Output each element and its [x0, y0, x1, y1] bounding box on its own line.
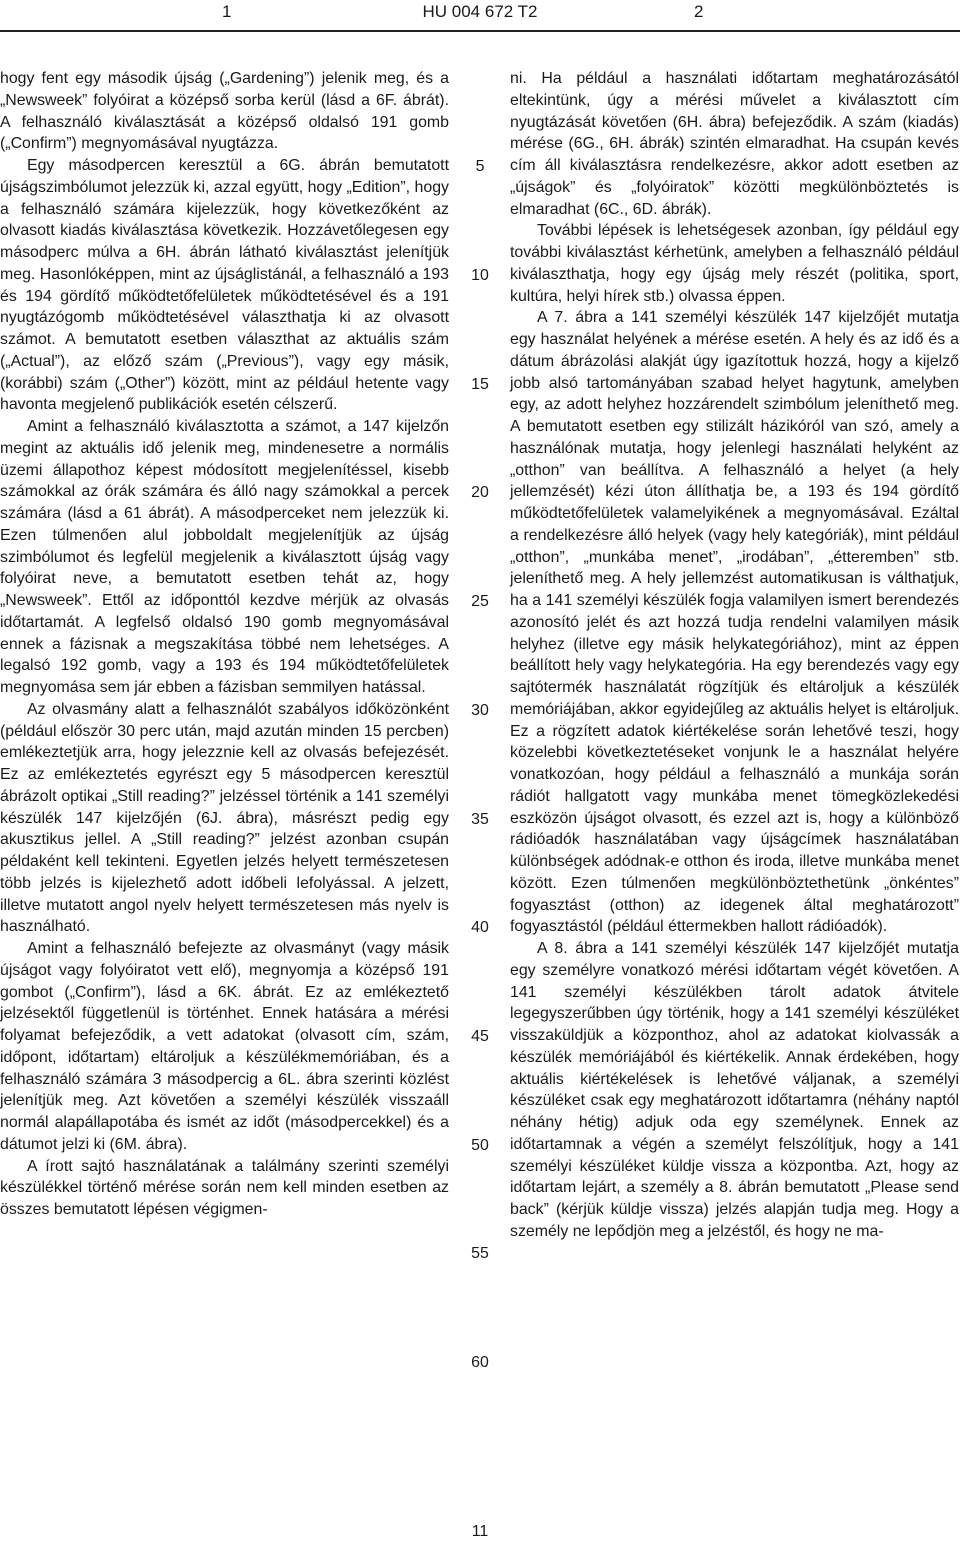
left-column — [0, 68, 449, 1221]
paragraph: Egy másodpercen keresztül a 6G. ábrán bemutatott újságszimbólumot jelezzük ki, azzal együtt, hogy „Edition”, hogy a felhasználó számára kijelezzük, hogy következőként az olvasott kiadás kiválasztása következik. Hozzávetőlegesen egy másodperc múlva a 6H. ábrán látható kiválasztást jelenítjük meg. Hasonlóképpen, mint az újságlistánál, a felhasználó a 193 és 194 gördítő működtetőfelületek működtetésével és a 191 nyugtázógomb működtetésével választhatja ki az olvasott számot. A bemutatott esetben választhat az aktuális szám („Actual”), az előző szám („Previous”), vagy egy másik, (korábbi) szám („Other”) között, mint az például hetente vagy havonta megjelenő publikációk esetén célszerű. — [0, 157, 449, 414]
paragraph: hogy fent egy második újság („Gardening”) jelenik meg, és a „Newsweek” folyóirat a középső sorba kerül (lásd a 6F. ábrát). A felhasználó kiválasztását a középső oldalsó 191 gomb („Confirm”) megnyomásával nyugtázza. — [0, 70, 449, 153]
line-number: 15 — [471, 376, 489, 393]
line-number: 40 — [471, 919, 489, 936]
line-number: 5 — [475, 158, 485, 175]
line-number: 30 — [471, 702, 489, 719]
header-left-page-number: 1 — [222, 2, 232, 21]
paragraph: A írott sajtó használatának a találmány szerinti személyi készülékkel történő mérése során nem kell minden esetben az összes bemutatott lépésen végigmen- — [0, 1157, 449, 1218]
line-number: 45 — [471, 1028, 489, 1045]
paragraph: A 8. ábra a 141 személyi készülék 147 kijelzőjét mutatja egy személyre vonatkozó mérési időtartam végét követően. A 141 személyi készülékben tárolt adatok átvitele legegyszerűbben úgy történik, hogy a 141 személyi készüléket visszaküldjük a központhoz, ahol az adatokat kiolvassák a készülék memóriájából és kiértékelik. Annak érdekében, hogy aktuális kiértékelések is lehetővé váljanak, a személyi készüléket csak egy meghatározott időtartamra (néhány naptól néhány hétig) adjuk oda egy személynek. Ennek az időtartamnak a végén a személyt felszólítjuk, hogy a 141 személyi készüléket küldje vissza a központba. Azt, hogy az időtartam lejárt, a személy a 8. ábrán bemutatott „Please send back” (kérjük küldje vissza) jelzés alapján tudja meg. Hogy a személy ne lepődjön meg a jelzéstől, és hogy ne ma- — [510, 940, 959, 1240]
header-rule — [0, 30, 960, 32]
line-number: 50 — [471, 1137, 489, 1154]
right-column — [510, 68, 959, 1243]
paragraph: ni. Ha például a használati időtartam meghatározásától eltekintünk, úgy a mérési művelet a kiválasztott cím nyugtázását követően (6H. ábra) befejeződik. A szám (kiadás) mérése (6G., 6H. ábrák) szintén elmaradhat. Ha csupán kevés cím áll kiválasztásra rendelkezésre, akkor adott esetben az „újságok” és „folyóiratok” közötti megkülönböztetés is elmaradhat (6C., 6D. ábrák). — [510, 70, 959, 218]
page-number: 11 — [471, 1523, 489, 1540]
line-number: 20 — [471, 484, 489, 501]
page-header — [0, 0, 960, 32]
line-number: 35 — [471, 811, 489, 828]
line-number: 60 — [471, 1354, 489, 1371]
line-number: 25 — [471, 593, 489, 610]
header-right-page-number: 2 — [694, 2, 704, 21]
paragraph: További lépések is lehetségesek azonban, így például egy további kiválasztást kérhetünk, amelyben a felhasználó például kiválaszthatja, hogy egy újság mely részét (politika, sport, kultúra, helyi hírek stb.) olvassa éppen. — [510, 222, 959, 305]
paragraph: Az olvasmány alatt a felhasználót szabályos időközönként (például először 30 perc után, majd azután minden 15 percben) emlékeztetjük arra, hogy jelezznie kell az olvasás befejezését. Ez az emlékeztetés egyrészt egy 5 másodpercen keresztül ábrázolt optikai „Still reading?” jelzéssel történik a 141 személyi készülék 147 kijelzőjén (6J. ábra), másrészt pedig egy akusztikus jellel. A „Still reading?” jelzést azonban csupán példaként kell tekinteni. Egyetlen jelzés helyett természetesen több jelzés is kijelezhető adott időbeli lefolyással. A jelzett, illetve mutatott angol nyelv helyett természetesen más nyelv is használható. — [0, 700, 449, 936]
line-number: 55 — [471, 1245, 489, 1262]
paragraph: Amint a felhasználó kiválasztotta a számot, a 147 kijelzőn megint az aktuális idő jelenik meg, mindenesetre a normális üzemi állapothoz képest módosított megjelenítéssel, kisebb számokkal az órák számára és álló nagy számokkal a percek számára (lásd a 61 ábrát). A másodperceket nem jelezzük ki. Ezen túlmenően alul jobboldalt megjelenítjük az újság szimbólumot és legfelül megjelenik a kiválasztott újság vagy folyóirat neve, a bemutatott esetben tehát az, hogy „Newsweek”. Ettől az időponttól kezdve mérjük az olvasás időtartamát. A legfelső oldalsó 190 gomb megnyomásával ennek a fázisnak a megszakítása többé nem lehetséges. A legalsó 192 gomb, vagy a 193 és 194 működtetőfelületek megnyomása sem jár ebben a fázisban semmilyen hatással. — [0, 418, 449, 696]
paragraph: Amint a felhasználó befejezte az olvasmányt (vagy másik újságot vagy folyóiratot vett elő), megnyomja a középső 191 gombot („Confirm”), lásd a 6K. ábrát. Ez az emlékeztető jelzésektől függetlenül is történhet. Ennek hatására a mérési folyamat befejeződik, a vett adatokat (olvasott cím, szám, időpont, időtartam) eltároljuk a készülékmemóriában, és a felhasználó számára 3 másodpercig a 6L. ábra szerinti közlést jelenítjük meg. Azt követően a személyi készülék visszaáll normál alapállapotába és ismét az időt (másodpercekkel) és a dátumot jelzi ki (6M. ábra). — [0, 940, 449, 1153]
line-number: 10 — [471, 267, 489, 284]
paragraph: A 7. ábra a 141 személyi készülék 147 kijelzőjét mutatja egy használat helyének a mérése esetén. A hely és az idő és a dátum ábrázolási alakját úgy igazítottuk hozzá, hogy a kijelző jobb alsó tartományában szabad helyet hagytunk, amelyben egy, az adott helyhez hozzárendelt szimbólum jeleníthető meg. A bemutatott esetben egy stilizált házikóról van szó, amely a használónak mutatja, hogy jelenlegi használati helyként az „otthon” van beállítva. A felhasználó a helyet (a hely jellemzését) kézi úton állíthatja be, a 193 és 194 gördítő működtetőfelületek valamelyikének a megnyomásával. Ezáltal a rendelkezésre álló helyek (vagy hely kategóriák), mint például „otthon”, „munkába menet”, „irodában”, „étteremben” stb. jeleníthető meg. A hely jellemzést automatikusan is válthatjuk, ha a 141 személyi készülék fogja valamilyen ismert berendezés azonosító jelét és azt hozzá tudja rendelni valamilyen másik helyhez (illetve egy másik helykategóriához), mint az éppen beállított hely vagy helykategória. Ha egy berendezés vagy egy sajtótermék használatát rögzítjük és eltároljuk a készülék memóriájában, akkor egyidejűleg az aktuális helyet is eltároljuk. Ez a rögzített adatok kiértékelése során lehetővé teszi, hogy közelebbi következtetéseket vonjunk le a használat helyére vonatkozóan, hogy például a felhasználó a munkája során rádiót hallgatott vagy munkába menet tömegközlekedési eszközön újságot olvasott, és ezzel azt is, hogy a különböző rádióadók használatában vagy újságcímek használatában különbségek adódnak-e otthon és iroda, illetve munkába menet között. Ezen túlmenően megkülönböztethetünk „önkéntes” fogyasztást (otthon) az idegenek által meghatározott” fogyasztástól (például éttermekben hallott rádióadók). — [510, 309, 959, 936]
header-document-id: HU 004 672 T2 — [422, 2, 538, 21]
